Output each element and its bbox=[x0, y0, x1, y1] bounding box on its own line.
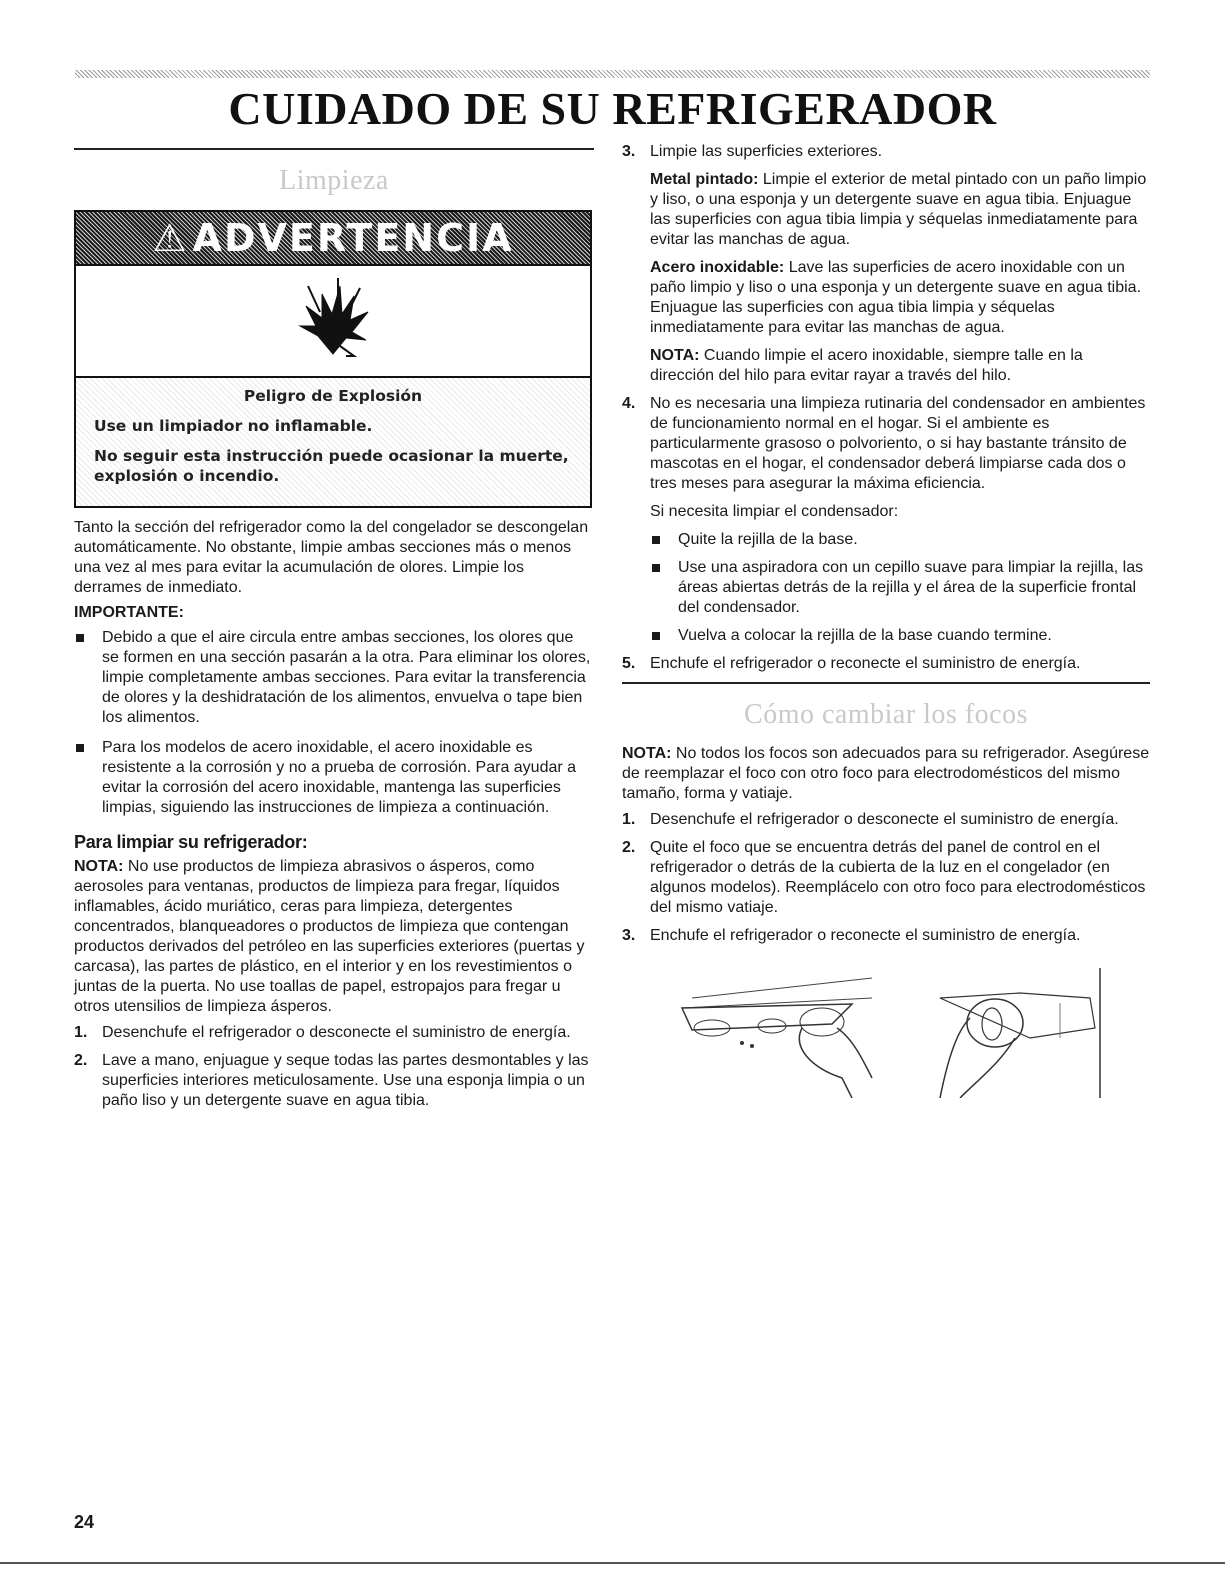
step-item: 1. Desenchufe el refrigerador o desconecte el suministro de energía. bbox=[74, 1024, 571, 1041]
clean-refrigerator-heading: Para limpiar su refrigerador: bbox=[74, 832, 308, 852]
warning-box bbox=[74, 210, 592, 508]
step-item: 5. Enchufe el refrigerador o reconecte el suministro de energía. bbox=[622, 655, 1081, 672]
cleaning-steps bbox=[74, 1023, 594, 1111]
section-rule bbox=[622, 682, 1150, 684]
top-decorative-rule bbox=[75, 70, 1150, 78]
step-3-text: Limpie las superficies exteriores. bbox=[650, 143, 883, 160]
page-number: 24 bbox=[74, 1512, 95, 1532]
left-column bbox=[74, 148, 594, 1119]
page-title: CUIDADO DE SU REFRIGERADOR bbox=[228, 83, 997, 134]
section-heading-cleaning: Limpieza bbox=[279, 165, 389, 196]
warning-header bbox=[76, 212, 590, 266]
step-item: 2. Quite el foco que se encuentra detrás del panel de control en el refrigerador o detrás de la cubierta de la luz en el congelador (en algunos modelos). Reemplácelo con otro foco para electrodomésticos del mismo vatiaje. bbox=[622, 839, 1146, 916]
section-heading-bulbs: Cómo cambiar los focos bbox=[744, 699, 1028, 730]
warning-triangle-icon: ⚠ bbox=[152, 216, 189, 260]
condenser-subtitle: Si necesita limpiar el condensador: bbox=[650, 503, 899, 520]
cleaning-note: NOTA: No use productos de limpieza abrasivos o ásperos, como aerosoles para ventanas, productos de limpieza para fregar, líquidos inflamables, ácido muriático, ceras para limpieza, detergentes concentrados, blanqueadores o productos de limpieza que contengan productos derivados del petróleo en las superficies exteriores (puertas y carcasa), las partes de plástico, en el interior y en los revestimientos o juntas de la puerta. No use toallas de papel, estropajos para fregar u otros utensilios de limpieza ásperos. bbox=[74, 858, 585, 1015]
condenser-list bbox=[650, 530, 1150, 646]
warning-text bbox=[76, 378, 590, 506]
painted-metal-paragraph: Metal pintado: Limpie el exterior de metal pintado con un paño limpio y liso, o una esponja y un detergente suave en agua tibia. Enjuague las superficies con agua tibia limpia y séquelas inmediatamente para evitar las manchas de agua. bbox=[650, 171, 1147, 248]
section-rule bbox=[74, 148, 594, 150]
step-item: 4. No es necesaria una limpieza rutinaria del condensador en ambientes de funcionamiento normal en el hogar. Si el ambiente es particularmente grasoso o polvoriento, o si hay bastante tránsito de mascotas en el hogar, el condensador deberá limpiarse cada dos o tres meses para asegurar la máxima eficiencia. Si necesita limpiar el condensador: Quite la rejilla de la base. Use una aspiradora con un cepillo suave para limpiar la rejilla, las áreas abiertas detrás de la rejilla y el área de la superficie frontal del condensador. Vuelva a colocar la rejilla de la base cuando termine. bbox=[622, 394, 1150, 646]
stainless-steel-paragraph: Acero inoxidable: Lave las superficies de acero inoxidable con un paño limpio y liso o una esponja y un detergente suave en agua tibia. Enjuague las superficies con agua tibia limpia y séquelas inmediatamente para evitar las manchas de agua. bbox=[650, 259, 1142, 336]
warning-line-2: No seguir esta instrucción puede ocasionar la muerte, explosión o incendio. bbox=[94, 447, 569, 485]
list-item: Vuelva a colocar la rejilla de la base cuando termine. bbox=[650, 626, 1150, 646]
list-item: Para los modelos de acero inoxidable, el acero inoxidable es resistente a la corrosión y no a prueba de corrosión. Para ayudar a evitar la corrosión del acero inoxidable, mantenga las superficies limpias, siguiendo las instrucciones de limpieza a continuación. bbox=[74, 738, 594, 818]
explosion-icon bbox=[76, 266, 590, 378]
cleaning-intro: Tanto la sección del refrigerador como la del congelador se descongelan automáticamente. No obstante, limpie ambas secciones más o menos una vez al mes para evitar la acumulación de olores. Limpie los derrames de inmediato. bbox=[74, 519, 589, 596]
cleaning-steps-continued bbox=[622, 142, 1150, 674]
list-item: Quite la rejilla de la base. bbox=[650, 530, 1150, 550]
list-item: Use una aspiradora con un cepillo suave para limpiar la rejilla, las áreas abiertas detrás de la rejilla y el área de la superficie frontal del condensador. bbox=[650, 558, 1150, 618]
warning-title: Peligro de Explosión bbox=[243, 387, 423, 405]
control-panel-bulb-illustration bbox=[652, 968, 882, 1098]
warning-header-label: ADVERTENCIA bbox=[192, 216, 514, 260]
stainless-note: NOTA: Cuando limpie el acero inoxidable, siempre talle en la dirección del hilo para evitar rayar a través del hilo. bbox=[650, 347, 1083, 384]
step-item: 3. Limpie las superficies exteriores. Metal pintado: Limpie el exterior de metal pintado con un paño limpio y liso, o una esponja y un detergente suave en agua tibia. Enjuague las superficies con agua tibia limpia y séquelas inmediatamente para evitar las manchas de agua. Acero inoxidable: Lave las superficies de acero inoxidable con un paño limpio y liso o una esponja y un detergente suave en agua tibia. Enjuague las superficies con agua tibia limpia y séquelas inmediatamente para evitar las manchas de agua. NOTA: Cuando limpie el acero inoxidable, siempre talle en la dirección del hilo para evitar rayar a través del hilo. bbox=[622, 142, 1150, 386]
bulb-steps bbox=[622, 810, 1150, 946]
warning-line-1: Use un limpiador no inflamable. bbox=[94, 417, 373, 435]
important-label: IMPORTANTE: bbox=[74, 604, 184, 621]
bottom-rule bbox=[0, 1562, 1225, 1564]
step-4-text: No es necesaria una limpieza rutinaria del condensador en ambientes de funcionamiento normal en el hogar. Si el ambiente es particularmente grasoso o polvoriento, o si hay bastante tránsito de mascotas en el hogar, el condensador deberá limpiarse cada dos o tres meses para asegurar la máxima eficiencia. bbox=[650, 395, 1146, 492]
bulb-illustrations bbox=[622, 968, 1150, 1098]
step-item: 2. Lave a mano, enjuague y seque todas las partes desmontables y las superficies interiores meticulosamente. Use una esponja limpia o un paño liso y un detergente suave en agua tibia. bbox=[74, 1052, 589, 1109]
important-list bbox=[74, 628, 594, 818]
step-item: 1. Desenchufe el refrigerador o desconecte el suministro de energía. bbox=[622, 811, 1119, 828]
right-column bbox=[622, 142, 1150, 1098]
step-item: 3. Enchufe el refrigerador o reconecte el suministro de energía. bbox=[622, 927, 1081, 944]
list-item: Debido a que el aire circula entre ambas secciones, los olores que se formen en una sección pasarán a la otra. Para eliminar los olores, limpie completamente ambas secciones. Para evitar la transferencia de olores y la deshidratación de los alimentos, envuelva o tape bien los alimentos. bbox=[74, 628, 594, 728]
bulbs-note: NOTA: No todos los focos son adecuados para su refrigerador. Asegúrese de reemplazar el foco con otro foco para electrodomésticos del mismo tamaño, forma y vatiaje. bbox=[622, 745, 1150, 802]
freezer-light-bulb-illustration bbox=[920, 968, 1110, 1098]
